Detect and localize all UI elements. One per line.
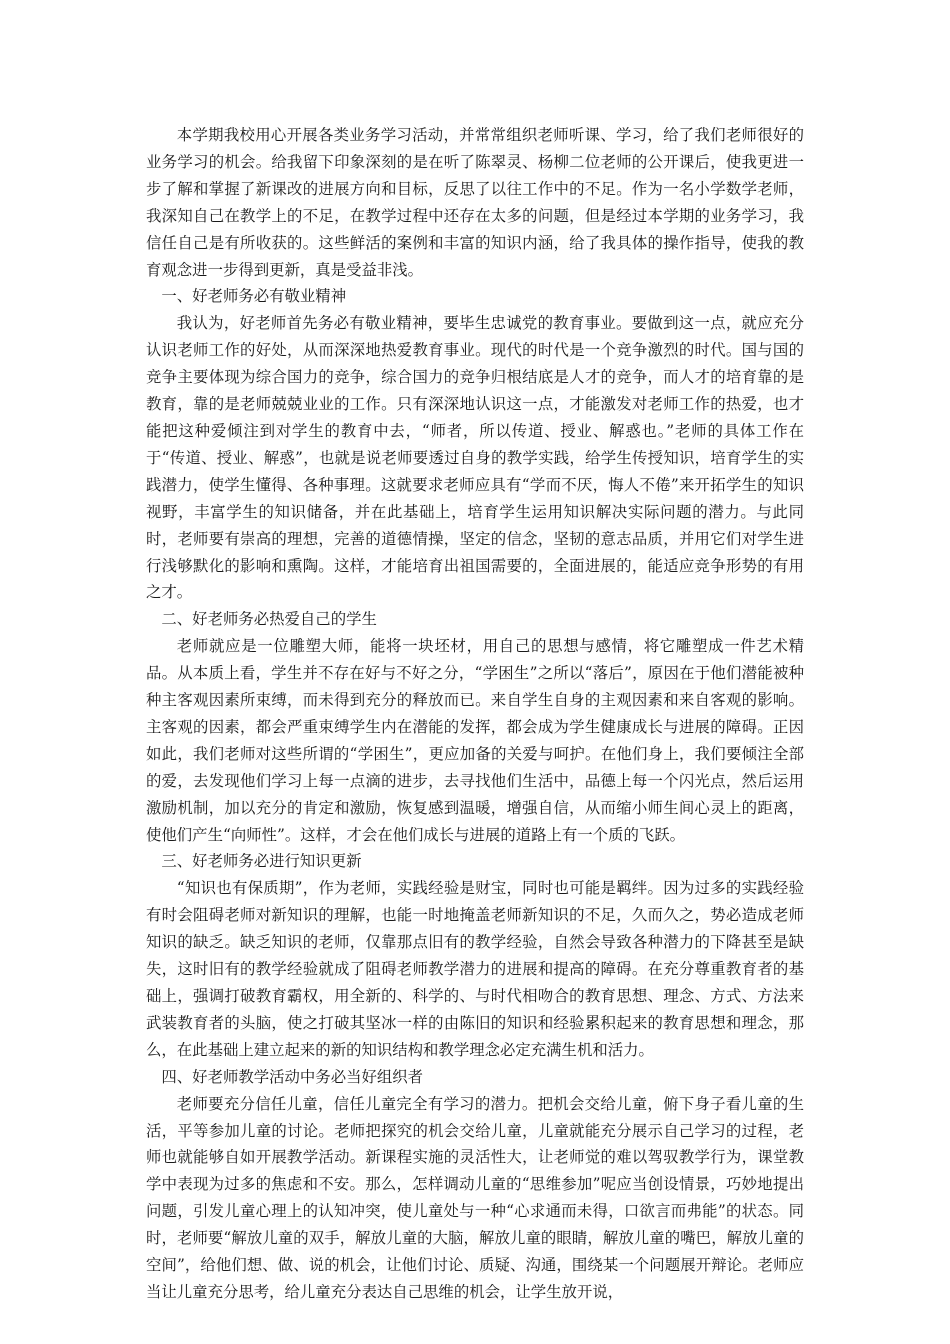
section-heading-4: 四、好老师教学活动中务必当好组织者 [161,1067,424,1086]
section-body-1: 我认为，好老师首先务必有敬业精神，要毕生忠诚党的教育事业。要做到这一点，就应充分认识老师工作的好处，从而深深地热爱教育事业。现代的时代是一个竞争激烈的时代。国与国的竞争主要体现为综合国力的竞争，综合国力的竞争归根结底是人才的竞争，而人才的培育靠的是教育，靠的是老师兢兢业业的工作。只有深深地认识这一点，才能激发对老师工作的热爱，也才能把这种爱倾注到对学生的教育中去，“师者，所以传道、授业、解惑也。”老师的具体工作在于“传道、授业、解惑”，也就是说老师要透过自身的教学实践，给学生传授知识，培育学生的实践潜力，使学生懂得、各种事理。这就要求老师应具有“学而不厌，悔人不倦”来开拓学生的知识视野，丰富学生的知识储备，并在此基础上，培育学生运用知识解决实际问题的潜力。与此同时，老师要有崇高的理想，完善的道德情操，坚定的信念，坚韧的意志品质，并用它们对学生进行浅够默化的影响和熏陶。这样，才能培育出祖国需要的，全面进展的，能适应竞争形势的有用之才。 [146,314,804,602]
section-body-2: 老师就应是一位雕塑大师，能将一块坯材，用自己的思想与感情，将它雕塑成一件艺术精品。从本质上看，学生并不存在好与不好之分，“学困生”之所以“落后”，原因在于他们潜能被种种主客观因素所束缚，而未得到充分的释放而已。来自学生自身的主观因素和来自客观的影响。主客观的因素，都会严重束缚学生内在潜能的发挥，都会成为学生健康成长与进展的障碍。正因如此，我们老师对这些所谓的“学困生”，更应加备的关爱与呵护。在他们身上，我们要倾注全部的爱，去发现他们学习上每一点滴的进步，去寻找他们生活中，品德上每一个闪光点，然后运用激励机制，加以充分的肯定和激励，恢复感到温暖，增强自信，从而缩小师生间心灵上的距离，使他们产生“向师性”。这样，才会在他们成长与进展的道路上有一个质的飞跃。 [146,637,804,844]
section-body-4: 老师要充分信任儿童，信任儿童完全有学习的潜力。把机会交给儿童，俯下身子看儿童的生活，平等参加儿童的讨论。老师把探究的机会交给儿童，儿童就能充分展示自己学习的过程，老师也就能够自如开展教学活动。新课程实施的灵活性大，让老师觉的难以驾驭教学行为，课堂教学中表现为过多的焦虑和不安。那么，怎样调动儿童的“思维参加”呢应当创设情景，巧妙地提出问题，引发儿童心理上的认知冲突，使儿童处与一种“心求通而未得，口欲言而弗能”的状态。同时，老师要“解放儿童的双手，解放儿童的大脑，解放儿童的眼睛，解放儿童的嘴巴，解放儿童的空间”，给他们想、做、说的机会，让他们讨论、质疑、沟通，围绕某一个问题展开辩论。老师应当让儿童充分思考，给儿童充分表达自己思维的机会，让学生放开说， [146,1094,804,1301]
section-body-3: “知识也有保质期”，作为老师，实践经验是财宝，同时也可能是羁绊。因为过多的实践经验有时会阻碍老师对新知识的理解，也能一时地掩盖老师新知识的不足，久而久之，势必造成老师知识的缺乏。缺乏知识的老师，仅靠那点旧有的教学经验，自然会导致各种潜力的下降甚至是缺失，这时旧有的教学经验就成了阻碍老师教学潜力的进展和提高的障碍。在充分尊重教育者的基础上，强调打破教育霸权，用全新的、科学的、与时代相吻合的教育思想、理念、方式、方法来武装教育者的头脑，使之打破其坚冰一样的由陈旧的知识和经验累积起来的教育思想和理念，那么，在此基础上建立起来的新的知识结构和教学理念必定充满生机和活力。 [146,879,804,1059]
document-body [146,122,804,1306]
section-heading-1: 一、好老师务必有敬业精神 [161,287,347,306]
section-heading-3: 三、好老师务必进行知识更新 [161,852,362,871]
intro-paragraph: 本学期我校用心开展各类业务学习活动，并常常组织老师听课、学习，给了我们老师很好的业务学习的机会。给我留下印象深刻的是在听了陈翠灵、杨柳二位老师的公开课后，使我更进一步了解和掌握了新课改的进展方向和目标，反思了以往工作中的不足。作为一名小学数学老师，我深知自己在教学上的不足，在教学过程中还存在太多的问题，但是经过本学期的业务学习，我信任自己是有所收获的。这些鲜活的案例和丰富的知识内涵，给了我具体的操作指导，使我的教育观念进一步得到更新，真是受益非浅。 [146,126,804,279]
section-heading-2: 二、好老师务必热爱自己的学生 [161,610,377,629]
